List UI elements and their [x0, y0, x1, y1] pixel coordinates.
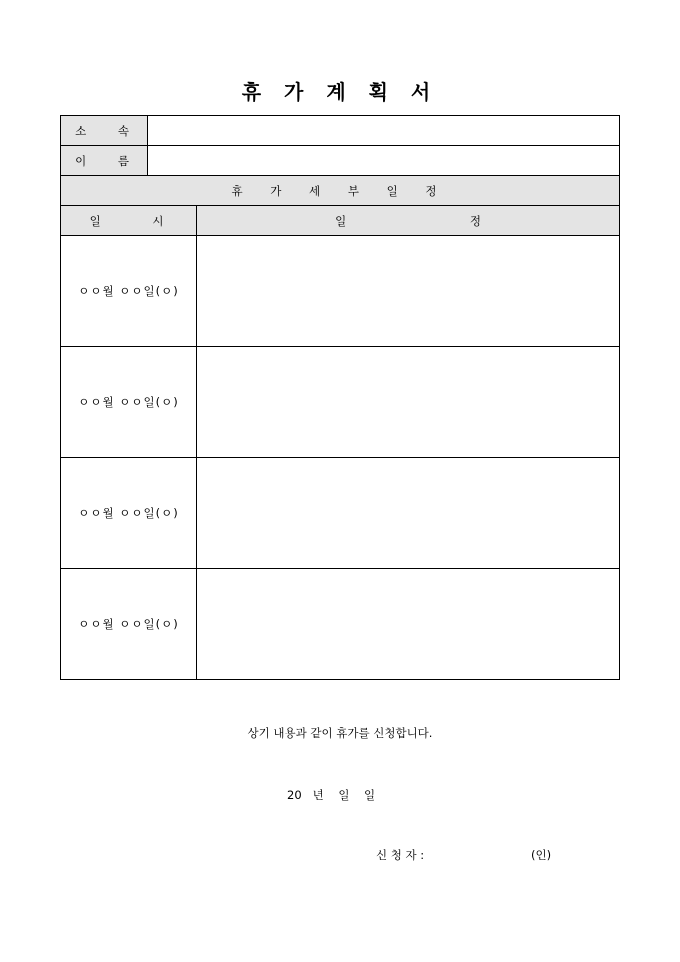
applicant-label: 신 청 자 :: [376, 848, 425, 862]
affiliation-row: [61, 116, 620, 146]
section-row: [61, 176, 620, 206]
schedule-plan-field[interactable]: [197, 569, 620, 680]
schedule-table: [60, 205, 620, 680]
plan-column-header: 일 정: [197, 206, 620, 236]
document-title: 휴 가 계 획 서: [241, 80, 439, 104]
schedule-date: ㅇㅇ월 ㅇㅇ일(ㅇ): [61, 569, 197, 680]
schedule-header-row: [61, 206, 620, 236]
schedule-date: ㅇㅇ월 ㅇㅇ일(ㅇ): [61, 236, 197, 347]
schedule-date: ㅇㅇ월 ㅇㅇ일(ㅇ): [61, 458, 197, 569]
schedule-plan-field[interactable]: [197, 236, 620, 347]
schedule-plan-field[interactable]: [197, 458, 620, 569]
schedule-row: [61, 347, 620, 458]
section-title: 휴 가 세 부 일 정: [61, 176, 620, 206]
name-field[interactable]: [148, 146, 620, 176]
name-label: 이 름: [61, 146, 148, 176]
vacation-form: [60, 115, 620, 680]
applicant-info-table: [60, 115, 620, 206]
name-row: [61, 146, 620, 176]
seal-label: (인): [531, 848, 552, 862]
date-column-header: 일 시: [61, 206, 197, 236]
schedule-row: [61, 569, 620, 680]
schedule-plan-field[interactable]: [197, 347, 620, 458]
schedule-row: [61, 236, 620, 347]
affiliation-label: 소 속: [61, 116, 148, 146]
schedule-row: [61, 458, 620, 569]
affiliation-field[interactable]: [148, 116, 620, 146]
schedule-date: ㅇㅇ월 ㅇㅇ일(ㅇ): [61, 347, 197, 458]
application-date: 20 년 일 일: [287, 788, 376, 802]
application-statement: 상기 내용과 같이 휴가를 신청합니다.: [247, 726, 433, 740]
